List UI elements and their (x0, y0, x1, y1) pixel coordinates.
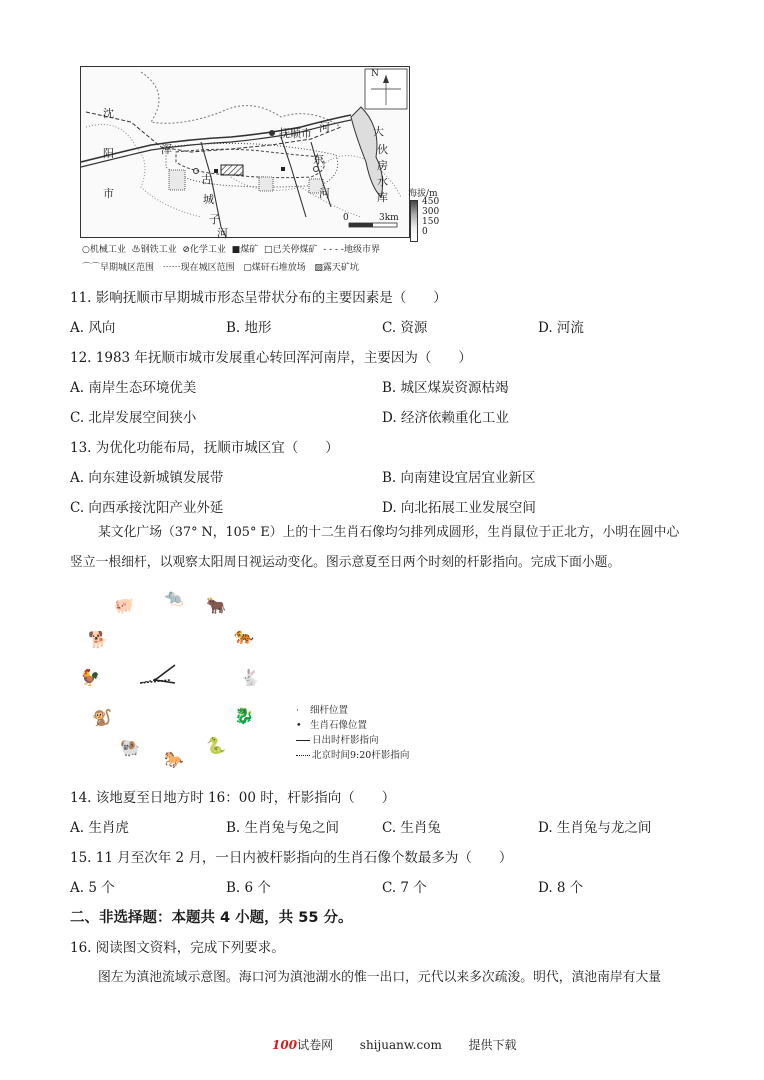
zodiac-pig-icon: 🐖 (114, 596, 134, 615)
legend-gangue: 煤矸石堆放场 (251, 263, 306, 273)
elevation-title: 海拔/m (408, 189, 438, 199)
q14-option-a: A. 生肖虎 (70, 820, 129, 836)
q11-option-c: C. 资源 (382, 320, 428, 336)
elevation-300: 300 (422, 207, 440, 217)
map-label-dong: 东 (313, 153, 324, 166)
q15-option-b: B. 6 个 (226, 880, 271, 896)
legend-current-urban-icon: ⋯⋯ (162, 263, 181, 273)
q15-option-d: D. 8 个 (538, 880, 584, 896)
zodiac-horse-icon: 🐎 (164, 750, 184, 769)
legend-gangue-icon: ▢ (243, 263, 252, 273)
q13-option-d: D. 向北拓展工业发展空间 (382, 500, 536, 516)
q14-option-c: C. 生肖兔 (382, 820, 441, 836)
elevation-150: 150 (422, 217, 440, 227)
legend-mechanical-icon: ○ (82, 245, 90, 255)
q11-option-a: A. 风向 (70, 320, 116, 336)
map-label-huo: 伙 (377, 143, 388, 156)
statue-icon: • (296, 720, 302, 731)
fushun-map (80, 66, 410, 238)
map-label-da: 大 (373, 125, 384, 138)
zodiac-tiger-icon: 🐅 (234, 626, 254, 645)
map-label-fushun: 抚顺市 (279, 127, 312, 140)
scale-start: 0 (343, 213, 349, 223)
map-label-ku: 库 (377, 191, 388, 204)
q12-option-b: B. 城区煤炭资源枯竭 (382, 380, 509, 396)
legend-current-urban: 现在城区范围 (180, 263, 235, 273)
legend-steel-icon: ♨ (131, 245, 141, 255)
q15-option-a: A. 5 个 (70, 880, 115, 896)
map-label-zi: 子 (209, 213, 220, 226)
map-label-he1: 河 (319, 121, 330, 134)
q15-option-c: C. 7 个 (382, 880, 427, 896)
map-label-gu: 古 (201, 173, 212, 186)
legend-closed-mine: 已关停煤矿 (272, 245, 318, 255)
q12-option-d: D. 经济依赖重化工业 (382, 410, 509, 426)
q15-stem: 15. 11 月至次年 2 月，一日内被杆影指向的生肖石像个数最多为（ ） (70, 850, 513, 866)
legend-sunrise (296, 732, 409, 747)
legend-sunrise-label: 日出时杆影指向 (312, 735, 379, 746)
q11-option-d: D. 河流 (538, 320, 584, 336)
zodiac-monkey-icon: 🐒 (92, 708, 112, 727)
q13-option-c: C. 向西承接沈阳产业外延 (70, 500, 224, 516)
q12-option-c: C. 北岸发展空间狭小 (70, 410, 197, 426)
legend-open-pit: 露天矿坑 (322, 263, 359, 273)
footer-logo: 100 (272, 1038, 298, 1052)
footer-download: 提供下载 (468, 1038, 517, 1052)
map-label-shui: 水 (377, 175, 388, 188)
elevation-legend (410, 186, 450, 242)
map-legend-row1 (82, 242, 380, 255)
q13-option-a: A. 向东建设新城镇发展带 (70, 470, 224, 486)
q12-option-a: A. 南岸生态环境优美 (70, 380, 197, 396)
legend-920-label: 北京时间9:20杆影指向 (312, 750, 410, 761)
elevation-gradient (410, 200, 418, 242)
zodiac-dog-icon: 🐕 (88, 630, 108, 649)
zodiac-figure (70, 588, 300, 778)
zodiac-rooster-icon: 🐓 (80, 668, 100, 687)
map-label-shi: 市 (103, 187, 114, 200)
legend-early-urban: 早期城区范围 (100, 263, 155, 273)
map-drawing (81, 67, 409, 237)
legend-chemical-icon: ⊘ (182, 245, 190, 255)
legend-statue-label: 生肖石像位置 (310, 720, 368, 731)
north-label: N (371, 69, 379, 79)
footer (272, 1036, 517, 1053)
elevation-450: 450 (422, 197, 440, 207)
zodiac-legend (296, 702, 409, 762)
scale-end: 3km (379, 213, 399, 223)
legend-pole (296, 702, 409, 717)
passage (70, 518, 700, 578)
passage-line2: 竖立一根细杆，以观察太阳周日视运动变化。图示意夏至日两个时刻的杆影指向。完成下面小题。 (70, 555, 621, 570)
q16-text: 图左为滇池流域示意图。海口河为滇池湖水的惟一出口，元代以来多次疏浚。明代，滇池南岸有大量 (98, 970, 662, 985)
legend-pole-label: 细杆位置 (310, 705, 349, 716)
map-label-yang: 阳 (103, 147, 114, 160)
map-label-fang: 房 (377, 159, 388, 172)
legend-coal-mine-icon: ■ (231, 245, 241, 255)
zodiac-snake-icon: 🐍 (206, 736, 226, 755)
map-label-he3: 河 (217, 227, 228, 240)
footer-site-cn: 试卷网 (297, 1038, 334, 1052)
q14-option-d: D. 生肖兔与龙之间 (538, 820, 652, 836)
solid-line-icon (296, 740, 310, 741)
q14-option-b: B. 生肖兔与兔之间 (226, 820, 340, 836)
q13-option-b: B. 向南建设宜居宜业新区 (382, 470, 536, 486)
zodiac-ox-icon: 🐂 (206, 596, 226, 615)
zodiac-rabbit-icon: 🐇 (240, 668, 260, 687)
legend-closed-mine-icon: □ (263, 245, 273, 255)
map-label-cheng: 城 (203, 193, 214, 206)
legend-boundary: 地级市界 (343, 245, 380, 255)
q13-stem: 13. 为优化功能布局，抚顺市城区宜（ ） (70, 440, 339, 456)
map-label-he2: 河 (319, 187, 330, 200)
q11-option-b: B. 地形 (226, 320, 272, 336)
pole-icon: · (296, 705, 300, 716)
legend-open-pit-icon: ▨ (314, 263, 323, 273)
footer-site-url[interactable]: shijuanw.com (359, 1038, 442, 1052)
map-label-hun-river: 浑 (161, 143, 172, 156)
zodiac-rat-icon: 🐀 (164, 588, 184, 607)
q11-stem: 11. 影响抚顺市早期城市形态呈带状分布的主要因素是（ ） (70, 290, 447, 306)
elevation-0: 0 (422, 227, 428, 237)
legend-early-urban-icon: ⌒⌒ (82, 263, 101, 273)
zodiac-drawing (70, 588, 300, 778)
legend-chemical: 化学工业 (189, 245, 226, 255)
q16-stem: 16. 阅读图文资料，完成下列要求。 (70, 940, 285, 956)
dotted-line-icon (296, 755, 310, 756)
map-legend-row2 (82, 260, 359, 273)
legend-mechanical: 机械工业 (89, 245, 126, 255)
legend-steel: 钢铁工业 (140, 245, 177, 255)
zodiac-sheep-icon: 🐏 (120, 738, 140, 757)
zodiac-dragon-icon: 🐉 (234, 706, 254, 725)
legend-boundary-icon: - - - - (323, 245, 344, 255)
legend-920 (296, 747, 409, 762)
q12-stem: 12. 1983 年抚顺市城市发展重心转回浑河南岸，主要因为（ ） (70, 350, 472, 366)
q14-stem: 14. 该地夏至日地方时 16：00 时，杆影指向（ ） (70, 790, 396, 806)
section2-title: 二、非选择题：本题共 4 小题，共 55 分。 (70, 910, 353, 926)
map-label-shen: 沈 (103, 107, 114, 120)
passage-line1: 某文化广场（37° N，105° E）上的十二生肖石像均匀排列成圆形，生肖鼠位于正北方，小明在圆中心 (98, 525, 680, 540)
legend-statue (296, 717, 409, 732)
legend-coal-mine: 煤矿 (240, 245, 259, 255)
